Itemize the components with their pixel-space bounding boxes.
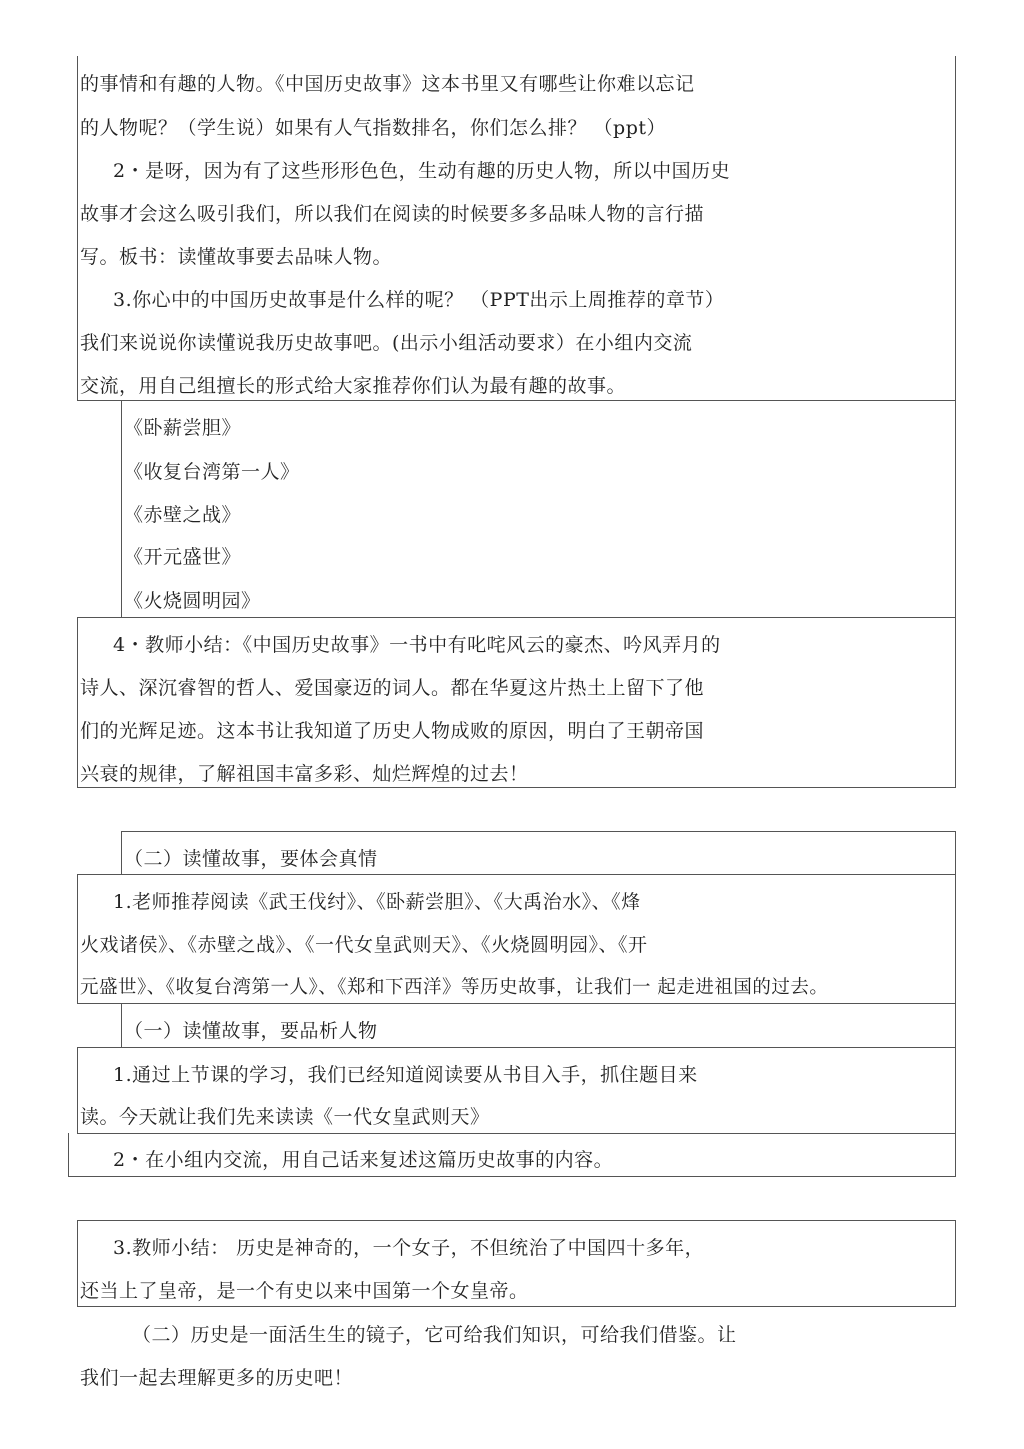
reading-line-1: 1.老师推荐阅读《武王伐纣》、《卧薪尝胆》、《大禹治水》、《烽 — [113, 891, 641, 913]
story-item: 《收复台湾第一人》 — [124, 461, 300, 483]
story-item: 《赤壁之战》 — [124, 504, 242, 526]
discussion-line: 2・在小组内交流，用自己话来复述这篇历史故事的内容。 — [113, 1149, 614, 1171]
summary-line-3: 们的光辉足迹。这本书让我知道了历史人物成败的原因，明白了王朝帝国 — [80, 720, 705, 742]
intro-line-8: 交流，用自己组擅长的形式给大家推荐你们认为最有趣的故事。 — [80, 375, 627, 397]
story-item: 《火烧圆明园》 — [124, 590, 261, 612]
teacher-summary-line-1: 3.教师小结： 历史是神奇的，一个女子，不但统治了中国四十多年， — [113, 1237, 705, 1259]
story-item: 《卧薪尝胆》 — [124, 417, 242, 439]
reading-line-3: 元盛世》、《收复台湾第一人》、《郑和下西洋》等历史故事，让我们一 起走进祖国的过去。 — [80, 977, 829, 998]
section-heading: （二）读懂故事，要体会真情 — [124, 848, 378, 870]
section-heading: （一）读懂故事，要品析人物 — [124, 1020, 378, 1042]
story-list-box — [121, 400, 956, 618]
intro-line-4: 故事才会这么吸引我们，所以我们在阅读的时候要多多品味人物的言行描 — [80, 203, 705, 225]
closing-line-2: 我们一起去理解更多的历史吧！ — [80, 1367, 354, 1389]
method-line-2: 读。今天就让我们先来读读《一代女皇武则天》 — [80, 1106, 490, 1128]
intro-line-2: 的人物呢？（学生说）如果有人气指数排名，你们怎么排？ （ppt） — [80, 117, 667, 139]
teacher-summary-line-2: 还当上了皇帝，是一个有史以来中国第一个女皇帝。 — [80, 1280, 529, 1302]
closing-line-1: （二）历史是一面活生生的镜子，它可给我们知识，可给我们借鉴。让 — [132, 1324, 737, 1346]
method-line-1: 1.通过上节课的学习，我们已经知道阅读要从书目入手，抓住题目来 — [113, 1064, 698, 1086]
intro-line-5: 写。板书：读懂故事要去品味人物。 — [80, 246, 393, 268]
summary-line-4: 兴衰的规律，了解祖国丰富多彩、灿烂辉煌的过去！ — [80, 763, 529, 785]
intro-line-7: 我们来说说你读懂说我历史故事吧。(出示小组活动要求）在小组内交流 — [80, 332, 693, 354]
intro-line-1: 的事情和有趣的人物。《中国历史故事》这本书里又有哪些让你难以忘记 — [80, 73, 695, 95]
story-item: 《开元盛世》 — [124, 546, 242, 568]
summary-line-1: 4・教师小结：《中国历史故事》一书中有叱咤风云的豪杰、吟风弄月的 — [113, 634, 721, 656]
reading-line-2: 火戏诸侯》、《赤壁之战》、《一代女皇武则天》、《火烧圆明园》、《开 — [80, 934, 648, 956]
intro-line-6: 3.你心中的中国历史故事是什么样的呢？ （PPT出示上周推荐的章节） — [113, 289, 725, 311]
intro-line-3: 2・是呀，因为有了这些形形色色，生动有趣的历史人物，所以中国历史 — [113, 160, 731, 182]
summary-line-2: 诗人、深沉睿智的哲人、爱国豪迈的词人。都在华夏这片热土上留下了他 — [80, 677, 705, 699]
